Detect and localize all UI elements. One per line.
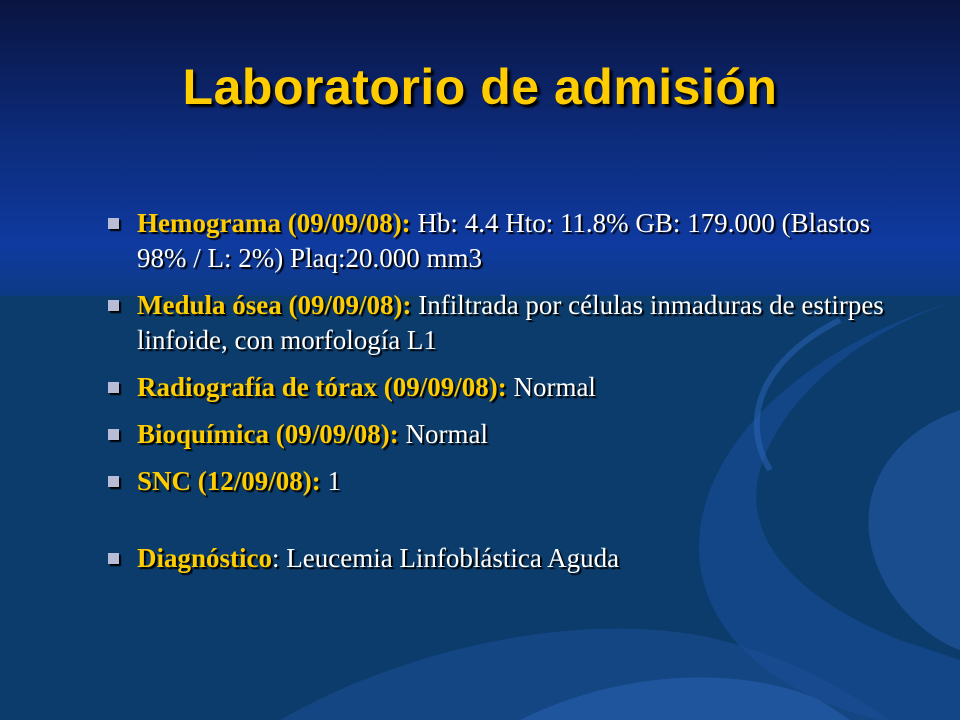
- slide-title: Laboratorio de admisión: [182, 59, 778, 115]
- bullet-medula-osea: [108, 288, 908, 358]
- square-bullet-icon: [108, 476, 119, 487]
- square-bullet-icon: [108, 382, 119, 393]
- bullet-text: : Leucemia Linfoblástica Aguda: [272, 543, 620, 573]
- square-bullet-icon: [108, 218, 119, 229]
- bullet-list: [108, 206, 908, 588]
- square-bullet-icon: [108, 429, 119, 440]
- bullet-diagnostico: [108, 541, 908, 576]
- bullet-hemograma: [108, 206, 908, 276]
- bullet-label: SNC (12/09/08):: [137, 466, 321, 496]
- bullet-label: Bioquímica (09/09/08):: [137, 419, 399, 449]
- bullet-snc: [108, 464, 908, 499]
- bullet-radiografia: [108, 370, 908, 405]
- bullet-label: Hemograma (09/09/08):: [137, 208, 411, 238]
- bullet-label: Radiografía de tórax (09/09/08):: [137, 372, 507, 402]
- bullet-bioquimica: [108, 417, 908, 452]
- bullet-text: 1: [320, 466, 341, 496]
- bullet-text: Normal: [398, 419, 488, 449]
- square-bullet-icon: [108, 553, 119, 564]
- bullet-text: Infiltrada por células inmaduras de estirpes linfoide, con morfología L1: [137, 290, 884, 355]
- bullet-text: Normal: [506, 372, 596, 402]
- bullet-label: Diagnóstico: [137, 543, 272, 573]
- bullet-text: Hb: 4.4 Hto: 11.8% GB: 179.000 (Blastos 98% / L: 2%) Plaq:20.000 mm3: [137, 208, 871, 273]
- bullet-label: Medula ósea (09/09/08):: [137, 290, 412, 320]
- square-bullet-icon: [108, 300, 119, 311]
